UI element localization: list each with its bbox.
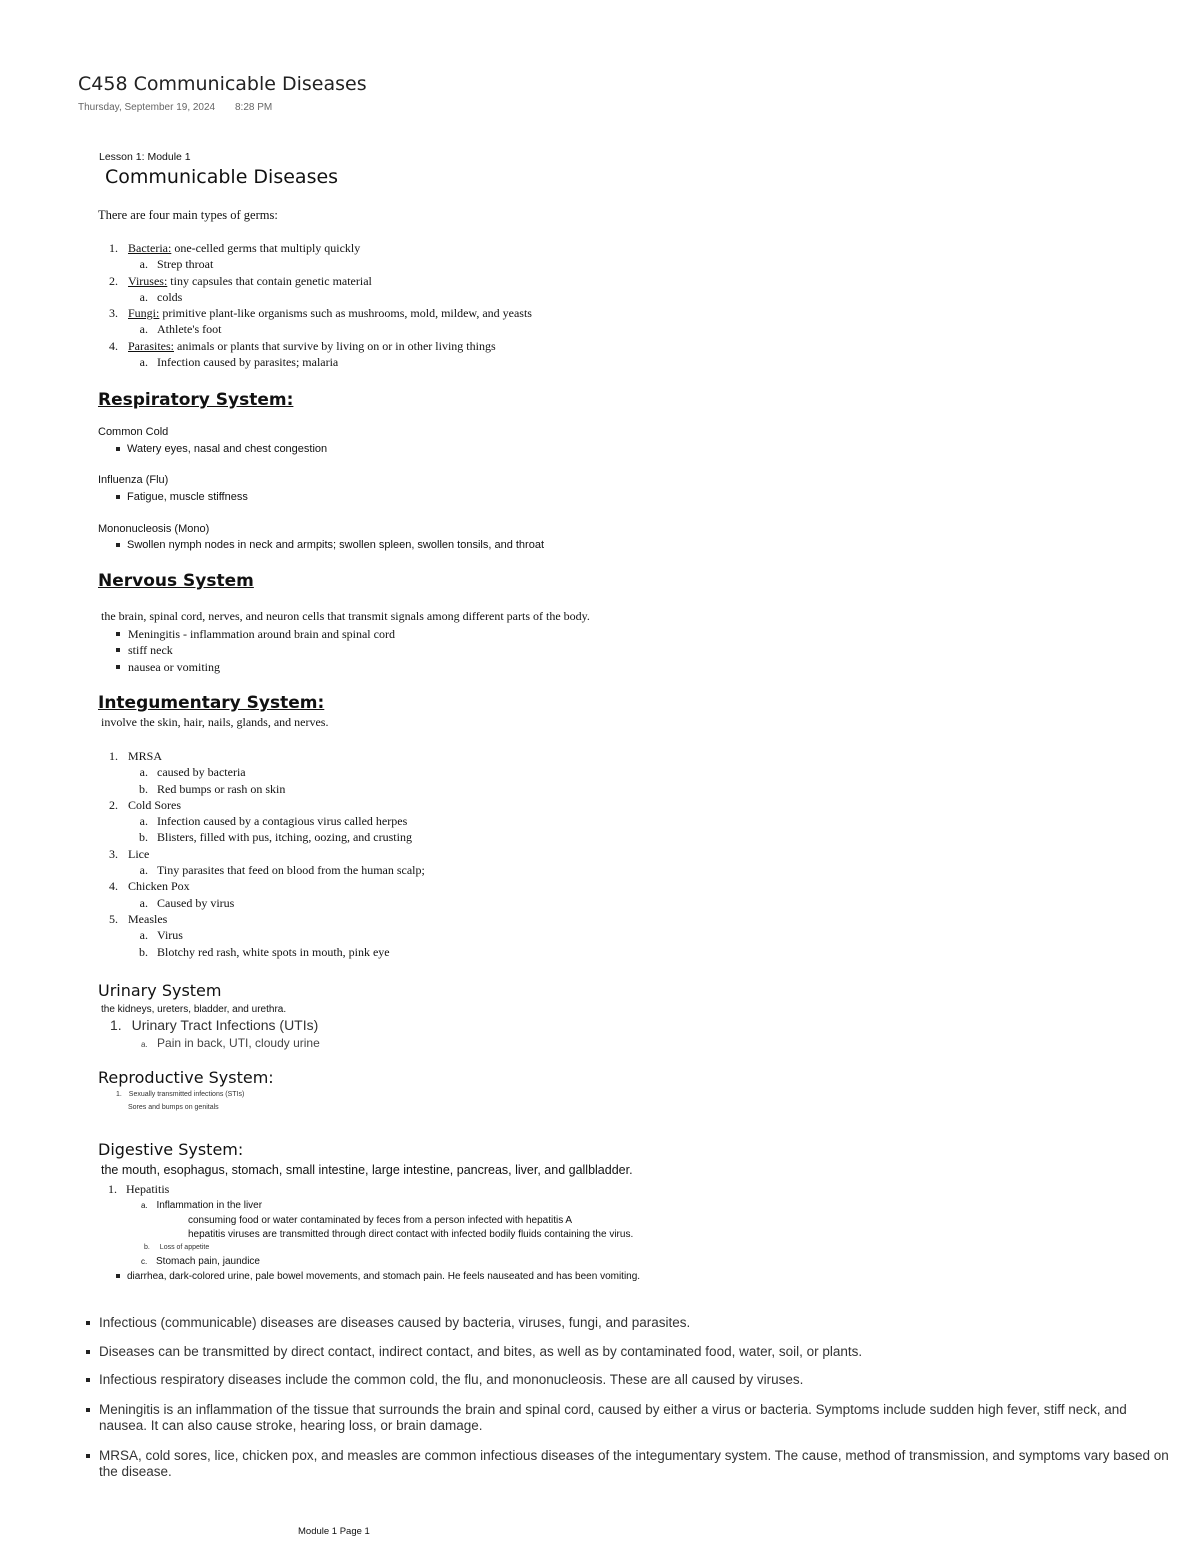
page-time: 8:28 PM — [235, 102, 273, 113]
germ-desc: tiny capsules that contain genetic material — [167, 273, 372, 288]
germ-subitem: a. Strep throat — [139, 257, 214, 272]
disease-item: 1. MRSA — [109, 749, 163, 763]
disease-subitem: b. Red bumps or rash on skin — [139, 781, 286, 796]
integumentary-heading: Integumentary System: — [98, 693, 325, 713]
main-heading: Communicable Diseases — [105, 166, 339, 188]
disease-item: 5. Measles — [109, 911, 168, 926]
condition-name: Common Cold — [98, 426, 169, 438]
urinary-intro: the kidneys, ureters, bladder, and urethra. — [101, 1004, 287, 1015]
disease-item: 4. Chicken Pox — [109, 879, 190, 894]
bullet-icon — [86, 1408, 90, 1412]
disease-subitem: b. Blisters, filled with pus, itching, oozing, and crusting — [139, 830, 412, 845]
symptom-bullet: diarrhea, dark-colored urine, pale bowel movements, and stomach pain. He feels nauseated and has been vomiting. — [116, 1271, 640, 1282]
digestive-intro: the mouth, esophagus, stomach, small intestine, large intestine, pancreas, liver, and gallbladder. — [101, 1163, 633, 1177]
reproductive-item: 1. Sexually transmitted infections (STIs) — [116, 1091, 245, 1098]
disease-subitem: a. Tiny parasites that feed on blood from the human scalp; — [139, 863, 425, 878]
bullet-icon — [116, 648, 120, 652]
bullet-icon — [116, 1274, 120, 1278]
germ-term: Parasites: — [128, 338, 174, 353]
digestive-note: consuming food or water contaminated by feces from a person infected with hepatitis A — [188, 1215, 573, 1226]
disease-item: 2. Cold Sores — [109, 797, 182, 812]
bullet-icon — [116, 632, 120, 636]
reproductive-note: Sores and bumps on genitals — [128, 1104, 219, 1111]
digestive-heading: Digestive System: — [98, 1140, 244, 1159]
digestive-item: 1. Hepatitis — [108, 1182, 170, 1196]
disease-subitem: a. caused by bacteria — [139, 765, 246, 780]
germ-desc: animals or plants that survive by living on or in other living things — [174, 338, 496, 353]
disease-subitem: a. Caused by virus — [139, 895, 235, 910]
digestive-note: hepatitis viruses are transmitted through direct contact with infected bodily fluids containing the virus. — [188, 1229, 634, 1240]
summary-item: Meningitis is an inflammation of the tissue that surrounds the brain and spinal cord, caused by either a virus or bacteria. Symptoms include sudden high fever, stiff neck, and nausea. It can also cause stroke, hearing loss, or brain damage. — [86, 1402, 1176, 1434]
integumentary-list — [98, 748, 698, 960]
summary-item: MRSA, cold sores, lice, chicken pox, and measles are common infectious diseases of the integumentary system. The cause, method of transmission, and symptoms vary based on the disease. — [86, 1448, 1186, 1480]
bullet-icon — [86, 1454, 90, 1458]
bullet-icon — [116, 447, 120, 451]
germ-subitem: a. Athlete's foot — [139, 322, 222, 337]
germ-subitem: a. colds — [139, 289, 183, 304]
page-footer: Module 1 Page 1 — [298, 1526, 370, 1537]
disease-item: 3. Lice — [109, 846, 150, 861]
page-title: C458 Communicable Diseases — [78, 73, 367, 95]
bullet-icon — [86, 1378, 90, 1382]
summary-item: Infectious respiratory diseases include the common cold, the flu, and mononucleosis. These are all caused by viruses. — [86, 1372, 1186, 1388]
condition-name: Mononucleosis (Mono) — [98, 523, 210, 535]
nervous-bullets — [116, 626, 616, 675]
condition-name: Influenza (Flu) — [98, 474, 169, 486]
germ-desc: one-celled germs that multiply quickly — [171, 241, 361, 255]
respiratory-heading: Respiratory System: — [98, 390, 294, 410]
nervous-heading: Nervous System — [98, 571, 254, 591]
germ-subitem: a. Infection caused by parasites; malaria — [139, 355, 339, 370]
germs-intro: There are four main types of germs: — [98, 208, 278, 222]
bullet-icon — [116, 543, 120, 547]
germ-item: 1. Bacteria: one-celled germs that multiply quickly — [109, 241, 361, 255]
page-date: Thursday, September 19, 2024 — [78, 102, 216, 113]
germ-term: Viruses: — [128, 273, 168, 288]
urinary-heading: Urinary System — [98, 981, 222, 1000]
bullet-icon — [86, 1321, 90, 1325]
germ-term: Fungi: — [128, 306, 160, 321]
disease-subitem: a. Virus — [139, 928, 183, 943]
urinary-item: 1. Urinary Tract Infections (UTIs) — [110, 1017, 319, 1033]
germs-list — [98, 240, 798, 370]
digestive-subitem: c. Stomach pain, jaundice — [141, 1256, 260, 1267]
germ-item: 4. Parasites: animals or plants that survive by living on or in other living things — [109, 338, 496, 353]
symptom-bullet: stiff neck — [116, 642, 616, 658]
integumentary-intro: involve the skin, hair, nails, glands, and nerves. — [101, 715, 329, 729]
symptom-bullet: Swollen nymph nodes in neck and armpits; swollen spleen, swollen tonsils, and throat — [116, 539, 544, 551]
symptom-bullet: Watery eyes, nasal and chest congestion — [116, 443, 327, 455]
germ-item: 2. Viruses: tiny capsules that contain genetic material — [109, 273, 372, 288]
bullet-icon — [116, 495, 120, 499]
lesson-label: Lesson 1: Module 1 — [99, 151, 191, 163]
disease-subitem: a. Infection caused by a contagious virus called herpes — [139, 814, 408, 829]
nervous-intro: the brain, spinal cord, nerves, and neuron cells that transmit signals among different parts of the body. — [101, 609, 590, 623]
digestive-subitem: b. Loss of appetite — [144, 1244, 210, 1251]
germ-item: 3. Fungi: primitive plant-like organisms such as mushrooms, mold, mildew, and yeasts — [109, 306, 532, 321]
reproductive-heading: Reproductive System: — [98, 1068, 274, 1087]
summary-item: Diseases can be transmitted by direct contact, indirect contact, and bites, as well as by contaminated food, water, soil, or plants. — [86, 1344, 1186, 1360]
digestive-subitem: a. Inflammation in the liver — [141, 1200, 263, 1211]
germ-desc: primitive plant-like organisms such as mushrooms, mold, mildew, and yeasts — [159, 306, 532, 321]
urinary-subitem: a. Pain in back, UTI, cloudy urine — [141, 1036, 320, 1050]
bullet-icon — [116, 665, 120, 669]
symptom-bullet: Fatigue, muscle stiffness — [116, 491, 248, 503]
bullet-icon — [86, 1350, 90, 1354]
symptom-bullet: Meningitis - inflammation around brain and spinal cord — [116, 626, 616, 642]
germ-term: Bacteria: — [128, 241, 172, 255]
symptom-bullet: nausea or vomiting — [116, 659, 616, 675]
summary-item: Infectious (communicable) diseases are diseases caused by bacteria, viruses, fungi, and parasites. — [86, 1315, 1186, 1331]
disease-subitem: b. Blotchy red rash, white spots in mouth, pink eye — [139, 944, 390, 959]
